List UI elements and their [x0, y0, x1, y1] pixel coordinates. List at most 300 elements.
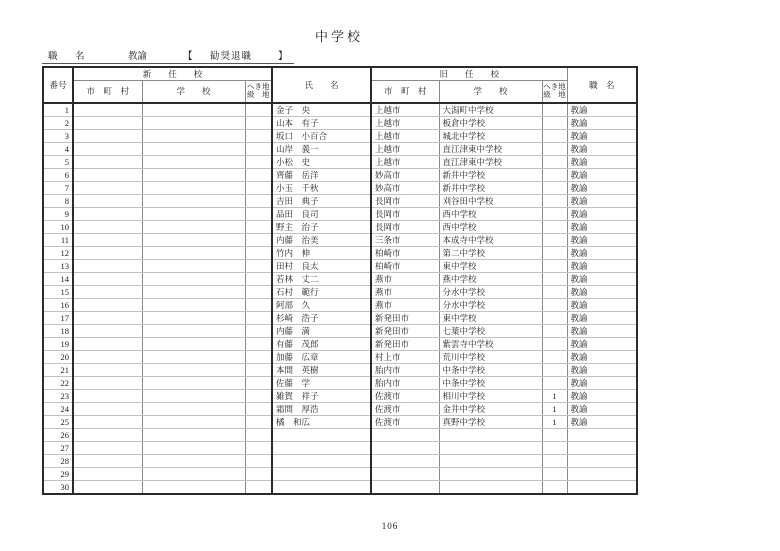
- new-school-cell: [142, 207, 245, 220]
- old-school-cell: 紫雲寺中学校: [439, 337, 542, 350]
- meta-underline: [42, 63, 294, 64]
- teacher-name-cell: 内藤 治美: [272, 233, 371, 246]
- old-heki-grade-cell: 1: [542, 415, 567, 428]
- old-heki-grade-cell: [542, 441, 567, 454]
- old-city-cell: 佐渡市: [371, 415, 439, 428]
- new-heki-grade-cell: [245, 324, 272, 337]
- header-old-heki-grade: [542, 81, 567, 103]
- new-city-cell: [73, 272, 142, 285]
- teacher-name-cell: 山本 有子: [272, 116, 371, 129]
- new-city-cell: [73, 467, 142, 480]
- job-name-value: 教諭: [128, 52, 148, 62]
- old-city-cell: 三条市: [371, 233, 439, 246]
- table-row: [43, 181, 637, 194]
- old-school-cell: [439, 428, 542, 441]
- new-school-cell: [142, 337, 245, 350]
- teacher-name-cell: 杉崎 浩子: [272, 311, 371, 324]
- job-title-cell: 教諭: [567, 220, 637, 233]
- new-city-cell: [73, 311, 142, 324]
- row-number-cell: 11: [43, 233, 73, 246]
- new-heki-grade-cell: [245, 311, 272, 324]
- new-school-cell: [142, 363, 245, 376]
- new-city-cell: [73, 402, 142, 415]
- row-number-cell: 12: [43, 246, 73, 259]
- teacher-name-cell: 若林 丈二: [272, 272, 371, 285]
- teacher-name-cell: 品田 良司: [272, 207, 371, 220]
- new-city-cell: [73, 415, 142, 428]
- page-title: 中学校: [314, 29, 363, 44]
- table-row: [43, 194, 637, 207]
- old-heki-grade-cell: [542, 155, 567, 168]
- old-city-cell: 新発田市: [371, 324, 439, 337]
- old-heki-grade-cell: 1: [542, 402, 567, 415]
- old-heki-grade-cell: [542, 233, 567, 246]
- retirement-category: 勧奨退職: [210, 52, 253, 62]
- old-city-cell: [371, 454, 439, 467]
- old-heki-grade-cell: [542, 129, 567, 142]
- new-school-cell: [142, 454, 245, 467]
- new-school-cell: [142, 428, 245, 441]
- old-school-cell: 新井中学校: [439, 168, 542, 181]
- table-row: [43, 389, 637, 402]
- new-city-cell: [73, 350, 142, 363]
- new-heki-grade-cell: [245, 415, 272, 428]
- job-title-cell: 教諭: [567, 207, 637, 220]
- old-school-cell: 刈谷田中学校: [439, 194, 542, 207]
- new-school-cell: [142, 259, 245, 272]
- new-city-cell: [73, 116, 142, 129]
- old-city-cell: 上越市: [371, 103, 439, 117]
- teacher-name-cell: [272, 480, 371, 494]
- job-title-cell: 教諭: [567, 376, 637, 389]
- new-heki-grade-cell: [245, 259, 272, 272]
- job-title-cell: 教諭: [567, 363, 637, 376]
- old-school-cell: 中条中学校: [439, 376, 542, 389]
- header-new-city: 市 町 村: [73, 81, 142, 103]
- job-title-cell: [567, 428, 637, 441]
- old-school-cell: 東中学校: [439, 259, 542, 272]
- teacher-name-cell: [272, 467, 371, 480]
- old-school-cell: 中条中学校: [439, 363, 542, 376]
- new-school-cell: [142, 129, 245, 142]
- old-heki-grade-cell: 1: [542, 389, 567, 402]
- row-number-cell: 24: [43, 402, 73, 415]
- header-old-city: 市 町 村: [371, 81, 439, 103]
- heki-label-line2: 級 地: [543, 90, 566, 100]
- old-heki-grade-cell: [542, 337, 567, 350]
- teacher-name-cell: 吉田 典子: [272, 194, 371, 207]
- new-heki-grade-cell: [245, 155, 272, 168]
- teacher-name-cell: 野主 治子: [272, 220, 371, 233]
- old-city-cell: 新発田市: [371, 337, 439, 350]
- old-school-cell: 真野中学校: [439, 415, 542, 428]
- new-school-cell: [142, 220, 245, 233]
- new-city-cell: [73, 259, 142, 272]
- header-new-school-group: 新 任 校: [73, 67, 272, 81]
- table-row: [43, 428, 637, 441]
- row-number-cell: 18: [43, 324, 73, 337]
- new-school-cell: [142, 103, 245, 117]
- job-title-cell: [567, 454, 637, 467]
- job-title-cell: 教諭: [567, 298, 637, 311]
- table-row: [43, 168, 637, 181]
- new-city-cell: [73, 142, 142, 155]
- bracket-close: 】: [278, 52, 288, 62]
- new-city-cell: [73, 129, 142, 142]
- new-city-cell: [73, 155, 142, 168]
- new-city-cell: [73, 194, 142, 207]
- old-city-cell: [371, 467, 439, 480]
- row-number-cell: 8: [43, 194, 73, 207]
- job-name-label: 職 名: [48, 52, 89, 62]
- job-title-cell: [567, 467, 637, 480]
- job-title-cell: 教諭: [567, 389, 637, 402]
- old-school-cell: 直江津東中学校: [439, 155, 542, 168]
- heki-label-line2: 級 地: [247, 90, 270, 100]
- old-school-cell: 大潟町中学校: [439, 103, 542, 117]
- old-school-cell: 金井中学校: [439, 402, 542, 415]
- new-city-cell: [73, 363, 142, 376]
- new-school-cell: [142, 480, 245, 494]
- row-number-cell: 29: [43, 467, 73, 480]
- table-row: [43, 311, 637, 324]
- old-city-cell: 燕市: [371, 285, 439, 298]
- new-city-cell: [73, 168, 142, 181]
- job-title-cell: 教諭: [567, 246, 637, 259]
- new-heki-grade-cell: [245, 467, 272, 480]
- old-school-cell: 分水中学校: [439, 285, 542, 298]
- table-row: [43, 467, 637, 480]
- old-heki-grade-cell: [542, 376, 567, 389]
- table-row: [43, 103, 637, 117]
- new-city-cell: [73, 298, 142, 311]
- row-number-cell: 14: [43, 272, 73, 285]
- old-city-cell: 上越市: [371, 116, 439, 129]
- job-title-cell: 教諭: [567, 324, 637, 337]
- job-title-cell: 教諭: [567, 337, 637, 350]
- new-heki-grade-cell: [245, 233, 272, 246]
- job-title-cell: [567, 441, 637, 454]
- new-school-cell: [142, 116, 245, 129]
- old-city-cell: 柏崎市: [371, 259, 439, 272]
- row-number-cell: 25: [43, 415, 73, 428]
- old-city-cell: 佐渡市: [371, 402, 439, 415]
- header-old-school: 学 校: [439, 81, 542, 103]
- old-school-cell: 板倉中学校: [439, 116, 542, 129]
- row-number-cell: 27: [43, 441, 73, 454]
- old-school-cell: [439, 454, 542, 467]
- teacher-name-cell: 橘 和広: [272, 415, 371, 428]
- old-heki-grade-cell: [542, 272, 567, 285]
- old-heki-grade-cell: [542, 311, 567, 324]
- old-city-cell: 胎内市: [371, 363, 439, 376]
- teacher-name-cell: 内藤 満: [272, 324, 371, 337]
- row-number-cell: 6: [43, 168, 73, 181]
- new-school-cell: [142, 246, 245, 259]
- new-heki-grade-cell: [245, 441, 272, 454]
- job-title-cell: 教諭: [567, 194, 637, 207]
- row-number-cell: 5: [43, 155, 73, 168]
- old-city-cell: 村上市: [371, 350, 439, 363]
- table-row: [43, 259, 637, 272]
- old-heki-grade-cell: [542, 194, 567, 207]
- new-city-cell: [73, 181, 142, 194]
- heki-label-line1: へき地: [543, 82, 566, 92]
- old-city-cell: 新発田市: [371, 311, 439, 324]
- old-heki-grade-cell: [542, 454, 567, 467]
- row-number-cell: 4: [43, 142, 73, 155]
- teacher-name-cell: 小玉 千秋: [272, 181, 371, 194]
- old-school-cell: 第二中学校: [439, 246, 542, 259]
- old-school-cell: [439, 441, 542, 454]
- new-city-cell: [73, 207, 142, 220]
- new-city-cell: [73, 337, 142, 350]
- table-row: [43, 402, 637, 415]
- old-city-cell: 妙高市: [371, 168, 439, 181]
- new-school-cell: [142, 194, 245, 207]
- old-city-cell: 妙高市: [371, 181, 439, 194]
- table-row: [43, 324, 637, 337]
- job-title-cell: 教諭: [567, 155, 637, 168]
- new-school-cell: [142, 181, 245, 194]
- new-city-cell: [73, 103, 142, 117]
- new-heki-grade-cell: [245, 376, 272, 389]
- new-school-cell: [142, 233, 245, 246]
- old-school-cell: 西中学校: [439, 207, 542, 220]
- teacher-name-cell: 加藤 広章: [272, 350, 371, 363]
- new-school-cell: [142, 155, 245, 168]
- job-title-cell: [567, 480, 637, 494]
- table-row: [43, 480, 637, 494]
- table-row: [43, 350, 637, 363]
- old-city-cell: 燕市: [371, 298, 439, 311]
- old-heki-grade-cell: [542, 324, 567, 337]
- old-city-cell: 長岡市: [371, 220, 439, 233]
- teacher-name-cell: 坂口 小百合: [272, 129, 371, 142]
- table-row: [43, 220, 637, 233]
- teacher-name-cell: 石村 範行: [272, 285, 371, 298]
- table-row: [43, 129, 637, 142]
- new-heki-grade-cell: [245, 168, 272, 181]
- old-city-cell: 上越市: [371, 155, 439, 168]
- old-city-cell: 長岡市: [371, 194, 439, 207]
- old-heki-grade-cell: [542, 480, 567, 494]
- teacher-name-cell: 有藤 茂郎: [272, 337, 371, 350]
- header-old-school-group: 旧 任 校: [371, 67, 567, 81]
- teacher-name-cell: [272, 428, 371, 441]
- old-school-cell: 相川中学校: [439, 389, 542, 402]
- old-school-cell: 燕中学校: [439, 272, 542, 285]
- table-row: [43, 454, 637, 467]
- table-row: [43, 363, 637, 376]
- job-title-cell: 教諭: [567, 233, 637, 246]
- table-header: [43, 67, 637, 103]
- new-heki-grade-cell: [245, 103, 272, 117]
- row-number-cell: 16: [43, 298, 73, 311]
- header-number: 番号: [43, 67, 73, 103]
- header-name: 氏 名: [272, 67, 371, 103]
- new-city-cell: [73, 246, 142, 259]
- heki-label-line1: へき地: [247, 82, 270, 92]
- table-row: [43, 246, 637, 259]
- table-row: [43, 298, 637, 311]
- new-school-cell: [142, 389, 245, 402]
- table-row: [43, 285, 637, 298]
- header-job-title: 職 名: [567, 67, 637, 103]
- row-number-cell: 28: [43, 454, 73, 467]
- row-number-cell: 10: [43, 220, 73, 233]
- row-number-cell: 1: [43, 103, 73, 117]
- job-meta-row: [0, 48, 780, 62]
- teacher-name-cell: [272, 441, 371, 454]
- new-heki-grade-cell: [245, 298, 272, 311]
- new-heki-grade-cell: [245, 363, 272, 376]
- table-row: [43, 441, 637, 454]
- new-school-cell: [142, 441, 245, 454]
- job-title-cell: 教諭: [567, 103, 637, 117]
- old-heki-grade-cell: [542, 259, 567, 272]
- page-number: 106: [381, 521, 399, 531]
- old-heki-grade-cell: [542, 207, 567, 220]
- old-heki-grade-cell: [542, 220, 567, 233]
- new-school-cell: [142, 467, 245, 480]
- old-school-cell: 本成寺中学校: [439, 233, 542, 246]
- teacher-name-cell: 霜間 厚浩: [272, 402, 371, 415]
- old-heki-grade-cell: [542, 467, 567, 480]
- old-heki-grade-cell: [542, 116, 567, 129]
- table-body: [43, 103, 637, 494]
- job-title-cell: 教諭: [567, 168, 637, 181]
- table-row: [43, 272, 637, 285]
- teacher-name-cell: 本間 英樹: [272, 363, 371, 376]
- row-number-cell: 2: [43, 116, 73, 129]
- old-school-cell: 新井中学校: [439, 181, 542, 194]
- old-heki-grade-cell: [542, 298, 567, 311]
- new-school-cell: [142, 298, 245, 311]
- table-row: [43, 376, 637, 389]
- old-heki-grade-cell: [542, 285, 567, 298]
- old-city-cell: [371, 441, 439, 454]
- row-number-cell: 23: [43, 389, 73, 402]
- new-school-cell: [142, 350, 245, 363]
- old-school-cell: [439, 480, 542, 494]
- old-heki-grade-cell: [542, 168, 567, 181]
- table-row: [43, 155, 637, 168]
- new-city-cell: [73, 376, 142, 389]
- new-city-cell: [73, 220, 142, 233]
- job-title-cell: 教諭: [567, 272, 637, 285]
- old-city-cell: 上越市: [371, 142, 439, 155]
- new-heki-grade-cell: [245, 142, 272, 155]
- job-title-cell: 教諭: [567, 116, 637, 129]
- job-title-cell: 教諭: [567, 402, 637, 415]
- header-new-heki-grade: [245, 81, 272, 103]
- teacher-name-cell: 田村 良太: [272, 259, 371, 272]
- new-heki-grade-cell: [245, 454, 272, 467]
- new-city-cell: [73, 389, 142, 402]
- job-title-cell: 教諭: [567, 350, 637, 363]
- new-heki-grade-cell: [245, 285, 272, 298]
- row-number-cell: 30: [43, 480, 73, 494]
- job-title-cell: 教諭: [567, 285, 637, 298]
- new-heki-grade-cell: [245, 389, 272, 402]
- new-heki-grade-cell: [245, 207, 272, 220]
- bracket-open: 【: [183, 52, 193, 62]
- teacher-name-cell: [272, 454, 371, 467]
- old-city-cell: [371, 428, 439, 441]
- new-school-cell: [142, 324, 245, 337]
- new-school-cell: [142, 402, 245, 415]
- job-title-cell: 教諭: [567, 129, 637, 142]
- old-city-cell: 佐渡市: [371, 389, 439, 402]
- header-new-school: 学 校: [142, 81, 245, 103]
- new-school-cell: [142, 376, 245, 389]
- old-school-cell: 城北中学校: [439, 129, 542, 142]
- new-heki-grade-cell: [245, 272, 272, 285]
- row-number-cell: 22: [43, 376, 73, 389]
- job-title-cell: 教諭: [567, 142, 637, 155]
- old-heki-grade-cell: [542, 142, 567, 155]
- job-title-cell: 教諭: [567, 311, 637, 324]
- new-school-cell: [142, 285, 245, 298]
- teacher-name-cell: 齊藤 岳洋: [272, 168, 371, 181]
- new-city-cell: [73, 441, 142, 454]
- old-heki-grade-cell: [542, 428, 567, 441]
- new-city-cell: [73, 454, 142, 467]
- row-number-cell: 9: [43, 207, 73, 220]
- table-row: [43, 142, 637, 155]
- teacher-name-cell: 阿部 久: [272, 298, 371, 311]
- old-heki-grade-cell: [542, 363, 567, 376]
- new-heki-grade-cell: [245, 129, 272, 142]
- old-city-cell: [371, 480, 439, 494]
- job-title-cell: 教諭: [567, 259, 637, 272]
- old-heki-grade-cell: [542, 103, 567, 117]
- new-heki-grade-cell: [245, 337, 272, 350]
- table-row: [43, 116, 637, 129]
- old-heki-grade-cell: [542, 181, 567, 194]
- new-heki-grade-cell: [245, 428, 272, 441]
- row-number-cell: 13: [43, 259, 73, 272]
- teacher-name-cell: 雑賀 祥子: [272, 389, 371, 402]
- new-school-cell: [142, 272, 245, 285]
- table-row: [43, 337, 637, 350]
- old-school-cell: 東中学校: [439, 311, 542, 324]
- row-number-cell: 17: [43, 311, 73, 324]
- old-heki-grade-cell: [542, 246, 567, 259]
- old-school-cell: 西中学校: [439, 220, 542, 233]
- row-number-cell: 7: [43, 181, 73, 194]
- old-school-cell: 荒川中学校: [439, 350, 542, 363]
- new-heki-grade-cell: [245, 181, 272, 194]
- row-number-cell: 15: [43, 285, 73, 298]
- new-school-cell: [142, 415, 245, 428]
- new-heki-grade-cell: [245, 116, 272, 129]
- new-school-cell: [142, 311, 245, 324]
- row-number-cell: 21: [43, 363, 73, 376]
- table-row: [43, 207, 637, 220]
- old-school-cell: 七葉中学校: [439, 324, 542, 337]
- new-heki-grade-cell: [245, 246, 272, 259]
- old-school-cell: 直江津東中学校: [439, 142, 542, 155]
- row-number-cell: 19: [43, 337, 73, 350]
- row-number-cell: 3: [43, 129, 73, 142]
- old-city-cell: 胎内市: [371, 376, 439, 389]
- teacher-name-cell: 佐藤 学: [272, 376, 371, 389]
- new-city-cell: [73, 233, 142, 246]
- old-city-cell: 長岡市: [371, 207, 439, 220]
- old-heki-grade-cell: [542, 350, 567, 363]
